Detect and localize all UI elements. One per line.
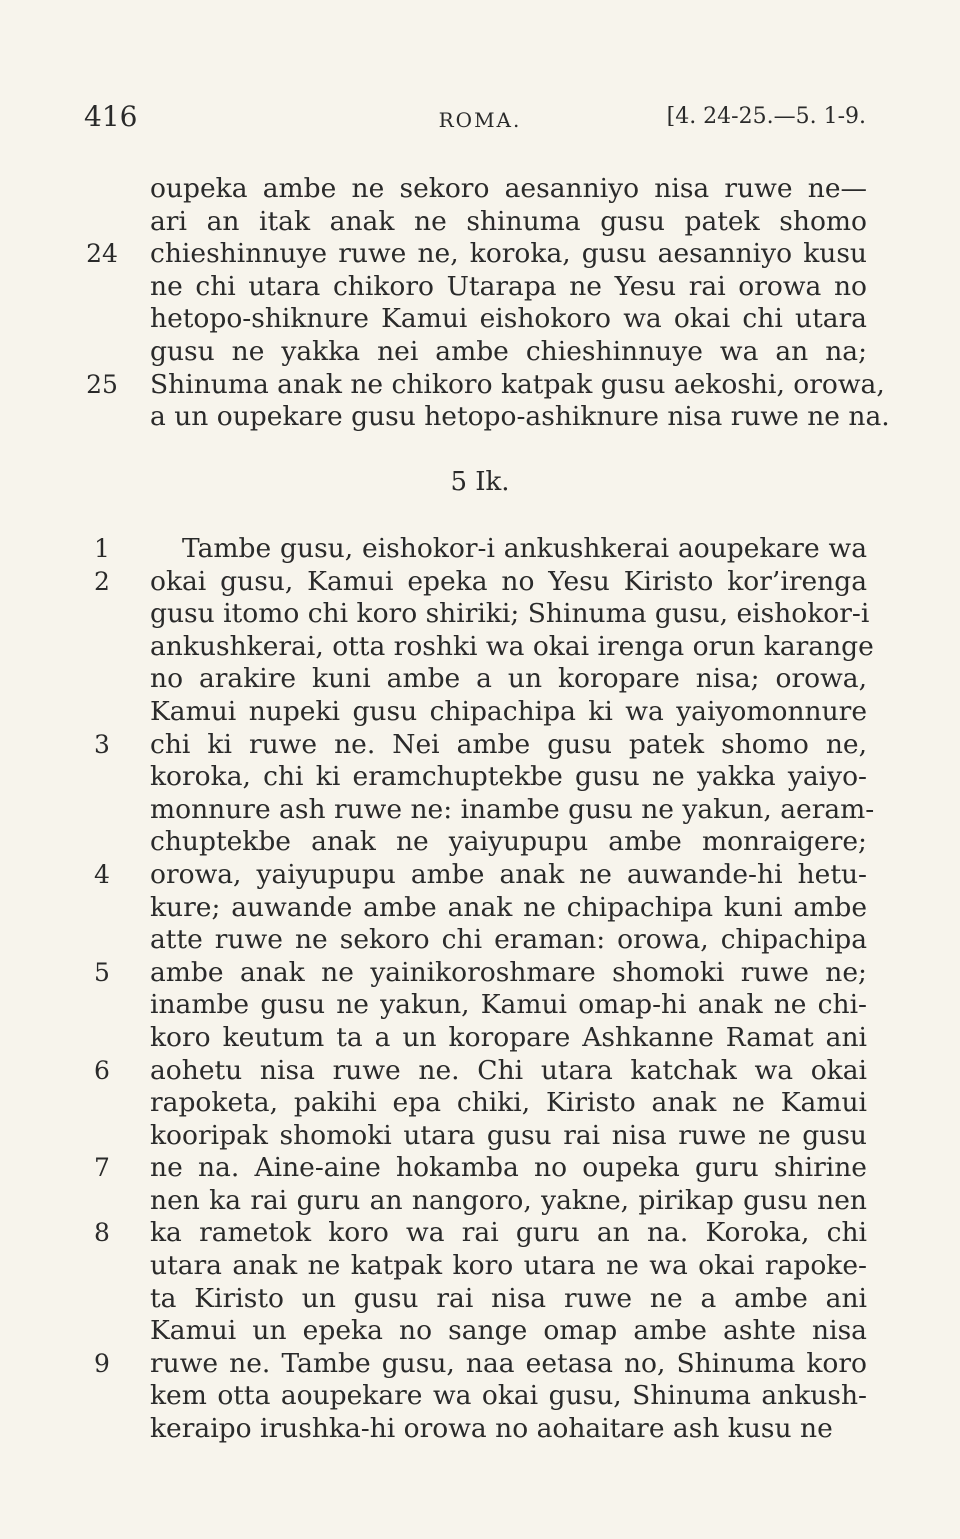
verse-number: 7 — [94, 1153, 110, 1183]
line-text: gusu ne yakka nei ambe chieshinnuye wa an na; — [150, 335, 867, 367]
verse-number: 6 — [94, 1055, 110, 1085]
line-text: ne chi utara chikoro Utarapa ne Yesu rai orowa no — [150, 270, 867, 302]
text-line — [0, 663, 960, 696]
line-text: koroka, chi ki eramchuptekbe gusu ne yakka yaiyo- — [150, 761, 867, 793]
line-text: orowa, yaiyupupu ambe anak ne auwande-hi hetu- — [150, 858, 867, 890]
text-line — [0, 761, 960, 794]
line-text: ta Kiristo un gusu rai nisa ruwe ne a ambe ani — [150, 1282, 867, 1314]
line-text: ambe anak ne yainikoroshmare shomoki ruwe ne; — [150, 956, 867, 988]
chapter-verse-reference: [4. 24-25.—5. 1-9. — [666, 104, 866, 129]
line-text: okai gusu, Kamui epeka no Yesu Kiristo kor’irenga — [150, 565, 867, 597]
text-line — [0, 271, 960, 304]
text-line — [0, 1315, 960, 1348]
chapter-5-passage — [0, 533, 960, 1446]
text-line — [0, 631, 960, 664]
text-line — [0, 1380, 960, 1413]
line-text: rapoketa, pakihi epa chiki, Kiristo anak ne Kamui — [150, 1087, 867, 1119]
text-line — [0, 173, 960, 206]
verse-number: 5 — [94, 957, 110, 987]
text-line — [0, 1348, 960, 1381]
text-line — [0, 729, 960, 762]
text-line — [0, 1413, 960, 1446]
text-line — [0, 401, 960, 434]
text-line — [0, 598, 960, 631]
line-text: ankushkerai, otta roshki wa okai irenga orun karange — [150, 630, 874, 662]
text-line — [0, 924, 960, 957]
line-text: atte ruwe ne sekoro chi eraman: orowa, chipachipa — [150, 924, 867, 956]
text-line — [0, 826, 960, 859]
line-text: aohetu nisa ruwe ne. Chi utara katchak wa okai — [150, 1054, 867, 1086]
verse-number: 3 — [94, 729, 110, 759]
text-line — [0, 859, 960, 892]
page-number: 416 — [84, 100, 138, 133]
line-text: inambe gusu ne yakun, Kamui omap-hi anak ne chi- — [150, 989, 867, 1021]
line-text: gusu itomo chi koro shiriki; Shinuma gusu, eishokor-i — [150, 598, 870, 630]
text-line — [0, 1055, 960, 1088]
line-text: chieshinnuye ruwe ne, koroka, gusu aesanniyo kusu — [150, 238, 867, 270]
text-line — [0, 303, 960, 336]
verse-number: 25 — [86, 369, 118, 399]
text-line — [0, 989, 960, 1022]
text-line — [0, 794, 960, 827]
line-text: oupeka ambe ne sekoro aesanniyo nisa ruwe ne— — [150, 173, 867, 204]
verse-number: 4 — [94, 859, 110, 889]
text-line — [0, 1185, 960, 1218]
chapter-4-passage — [0, 173, 960, 434]
text-line — [0, 1283, 960, 1316]
line-text: monnure ash ruwe ne: inambe gusu ne yakun, aeram- — [150, 793, 875, 825]
line-text: nen ka rai guru an nangoro, yakne, pirikap gusu nen — [150, 1184, 867, 1216]
line-text: koro keutum ta a un koropare Ashkanne Ramat ani — [150, 1021, 867, 1053]
text-line — [0, 369, 960, 402]
line-text: Kamui nupeki gusu chipachipa ki wa yaiyomonnure — [150, 695, 867, 727]
text-line — [0, 696, 960, 729]
line-text: ruwe ne. Tambe gusu, naa eetasa no, Shinuma koro — [150, 1347, 867, 1379]
line-text: Shinuma anak ne chikoro katpak gusu aekoshi, orowa, — [150, 368, 885, 400]
text-line — [0, 892, 960, 925]
line-text: kem otta aoupekare wa okai gusu, Shinuma ankush- — [150, 1380, 867, 1412]
running-title: ROMA. — [438, 108, 522, 132]
verse-number: 24 — [86, 239, 118, 269]
verse-number: 2 — [94, 566, 110, 596]
line-text: chi ki ruwe ne. Nei ambe gusu patek shomo ne, — [150, 728, 867, 760]
line-text: ka rametok koro wa rai guru an na. Koroka, chi — [150, 1217, 867, 1249]
line-text: Kamui un epeka no sange omap ambe ashte nisa — [150, 1315, 867, 1347]
text-line — [0, 238, 960, 271]
line-text: ne na. Aine-aine hokamba no oupeka guru shirine — [150, 1152, 867, 1184]
text-line — [0, 1152, 960, 1185]
verse-number: 9 — [94, 1348, 110, 1378]
text-line — [0, 566, 960, 599]
line-text: hetopo-shiknure Kamui eishokoro wa okai chi utara — [150, 303, 867, 335]
text-line — [0, 1087, 960, 1120]
text-line — [0, 206, 960, 239]
text-line — [0, 1250, 960, 1283]
line-text: kure; auwande ambe anak ne chipachipa kuni ambe — [150, 891, 867, 923]
line-text: keraipo irushka-hi orowa no aohaitare ash kusu ne — [150, 1413, 833, 1445]
text-line — [0, 1022, 960, 1055]
verse-number: 8 — [94, 1218, 110, 1248]
text-line — [0, 1120, 960, 1153]
line-text: ari an itak anak ne shinuma gusu patek shomo — [150, 205, 867, 237]
page-header — [0, 100, 960, 144]
text-line — [0, 1217, 960, 1250]
text-line — [0, 533, 960, 566]
text-line — [0, 336, 960, 369]
chapter-heading: 5 Ik. — [450, 467, 510, 497]
line-text: a un oupekare gusu hetopo-ashiknure nisa ruwe ne na. — [150, 401, 890, 433]
line-text: chuptekbe anak ne yaiyupupu ambe monraigere; — [150, 826, 867, 858]
verse-number: 1 — [94, 534, 110, 563]
text-line — [0, 957, 960, 990]
line-text: kooripak shomoki utara gusu rai nisa ruwe ne gusu — [150, 1119, 867, 1151]
line-text: Tambe gusu, eishokor-i ankushkerai aoupekare wa — [182, 533, 867, 564]
line-text: no arakire kuni ambe a un koropare nisa; orowa, — [150, 663, 867, 695]
line-text: utara anak ne katpak koro utara ne wa okai rapoke- — [150, 1250, 867, 1282]
